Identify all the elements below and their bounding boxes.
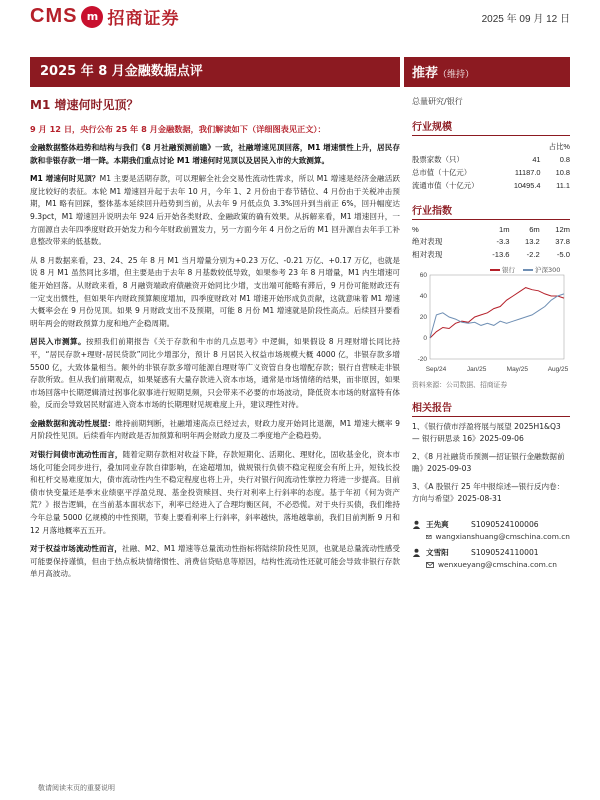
- x-tick-label: Jan/25: [466, 366, 487, 373]
- row-label: 绝对表现: [412, 237, 443, 246]
- report-body: [30, 142, 400, 587]
- rating-qualifier: （维持）: [438, 70, 475, 80]
- perf-col-header: %: [412, 225, 419, 234]
- person-icon: [412, 520, 421, 529]
- industry-path: 总量研究/银行: [412, 97, 463, 106]
- report-title-banner: 2025 年 8 月金融数据点评: [30, 57, 400, 87]
- table-row: [412, 235, 570, 248]
- analyst-email[interactable]: wenxueyang@cmschina.com.cn: [438, 560, 557, 569]
- y-tick-label: 0: [423, 335, 427, 342]
- y-tick-label: -20: [417, 356, 427, 363]
- paragraph-lead: 对于权益市场流动性而言，: [30, 544, 122, 554]
- y-tick-label: 60: [419, 272, 427, 279]
- perf-col-header: 6m: [529, 225, 540, 234]
- row-value: 11187.0: [514, 168, 541, 177]
- paragraph-lead: 居民入市测算。: [30, 337, 86, 347]
- y-tick-label: 40: [419, 293, 427, 300]
- paragraph-text: 社融、M2、M1 增速等总量流动性指标将陆续阶段性见顶，也就是总量流动性感受可能要保持谨慎，但由于热点板块情绪惯性、消费信贷贴息等原因，结构性流动性还就可能会导致非银行存款单月高波动。: [30, 544, 400, 579]
- row-value: 13.2: [524, 237, 540, 246]
- logo-mark-icon: m: [81, 6, 103, 28]
- scale-section-title: 行业规模: [412, 118, 570, 136]
- paragraph-lead: 金融数据整体趋势和结构与我们《8 月社融预测前瞻》一致，社融增速见顶回落，M1 增速惯性上升，居民存款和非银存款一增一降。本期我们重点讨论 M1 增速何时见顶以及居民入市的大致测算。: [30, 143, 400, 165]
- analyst-row: [412, 547, 570, 558]
- analyst-block: [412, 519, 570, 569]
- rating-banner: [404, 57, 570, 87]
- related-reports: [412, 399, 570, 505]
- rating-label: 推荐: [412, 66, 439, 81]
- analyst-name: 王先爽: [426, 520, 449, 529]
- scale-header-row: [412, 140, 570, 153]
- legend-label: 银行: [502, 266, 515, 274]
- paragraph-household: [30, 336, 400, 412]
- chart-legend: [490, 265, 560, 274]
- row-label: 流通市值（十亿元）: [412, 181, 479, 190]
- person-icon: [412, 548, 421, 557]
- analyst-email-row: [412, 532, 570, 541]
- paragraph-lead: M1 增速何时见顶？: [30, 174, 100, 184]
- row-value: -13.6: [492, 250, 510, 259]
- report-date: 2025 年 09 月 12 日: [481, 14, 570, 25]
- legend-hs300: [523, 265, 560, 274]
- paragraph-lead: 对银行间债市流动性而言，: [30, 450, 123, 460]
- table-row: [412, 248, 570, 261]
- analyst-email-row: [412, 560, 570, 569]
- mail-icon: [426, 534, 432, 540]
- related-report-link[interactable]: 2、《8 月社融货币预测—招证银行金融数据前瞻》2025-09-03: [412, 452, 565, 473]
- related-report-link[interactable]: 1、《银行债市浮盈将展与展望 2025H1&Q3 — 银行研思录 16》2025-09-06: [412, 422, 561, 443]
- perf-col-header: 1m: [498, 225, 510, 234]
- paragraph-summary: [30, 142, 400, 167]
- page-footer: 敬请阅读末页的重要说明: [38, 784, 115, 792]
- performance-table: [412, 224, 570, 261]
- paragraph-text: 随着定期存款相对收益下降，存款短期化、活期化、理财化，固收基金化，资本市场化可能会同步进行，叠加同业存款自律影响，在途超增加，做规银行负债不稳定程度会有所上升，短钱长投和杠杆交易难度加大，债市流动性内生不稳定程度也将上升，央行对银行间流动性掌控力将进一步提高。目前债市快变量还是季末业绩驱平浮盈兑现、基金投资赎回、央行对利率上行斜率的态度。基于年初《何为资产荒？》报告逻辑，在当前基本面状态下，利率已经进入了合理均衡区间，不必恐慌。对于央行买债，我们维持今年总量 5000 亿规模的中性预期，节奏上要看利率上行斜率，斜率越快，落地越靠前，我们目前判断 9 月和 12 月落地概率五五开。: [30, 450, 400, 535]
- legend-swatch: [490, 269, 500, 271]
- related-section-title: 相关报告: [412, 399, 570, 417]
- report-intro: 9 月 12 日，央行公布 25 年 8 月金融数据，我们解读如下（详细图表见正文）：: [30, 124, 326, 134]
- x-tick-label: Sep/24: [425, 366, 447, 373]
- top-bar: [0, 0, 600, 36]
- x-tick-label: May/25: [506, 366, 528, 373]
- legend-label: 沪深300: [535, 266, 561, 274]
- row-label: 股票家数（只）: [412, 155, 464, 164]
- logo-text-en: CMS: [30, 5, 78, 27]
- chart-source: 资料来源：公司数据、招商证券: [412, 381, 508, 389]
- row-value: 41: [532, 155, 541, 164]
- perf-col-header: 12m: [555, 225, 570, 234]
- analyst-row: [412, 519, 570, 530]
- row-label: 总市值（十亿元）: [412, 168, 472, 177]
- chart-plot: [412, 263, 570, 375]
- logo-text-cn: 招商证券: [107, 9, 180, 29]
- report-subtitle: M1 增速何时见顶？: [30, 98, 139, 112]
- row-value: 37.8: [555, 237, 570, 246]
- table-row: [412, 166, 570, 179]
- paragraph-bond: [30, 449, 400, 537]
- analyst-email[interactable]: wangxianshuang@cmschina.com.cn: [435, 532, 570, 541]
- company-logo: [30, 4, 179, 29]
- analyst-name: 文雪阳: [426, 548, 449, 557]
- performance-section-title: 行业指数: [412, 202, 570, 220]
- y-tick-label: 20: [419, 314, 427, 321]
- paragraph-august: [30, 255, 400, 331]
- sidebar: [412, 118, 570, 569]
- paragraph-text: 从 8 月数据来看，23、24、25 年 8 月 M1 当月增量分别为+0.23 万亿、-0.21 万亿、+0.17 万亿，也就是说 8 月 M1 虽然同比多增，但主要是由于去年 8 月基数较低导致，如果参考 23 年 8 月增量，M1 内生增速可能开始回落。从财政来看，8 月融资端政府债融资开始同比少增，支出端可能略有滞后，9 月份可能财政还有一定支出惯性，但如果年内财政预算额度增加，四季度财政对 M1 增速开始形成负贡献，这就意味着 M1 增速大概率会在 9 月份见顶。如果 9 月财政支出不及预期，可能 8 月份 M1 增速就是阶段性高点。后续回升要看明年两会的财政预算力度和地产企稳周期。: [30, 255, 400, 328]
- paragraph-outlook: [30, 418, 400, 443]
- table-row: [412, 153, 570, 166]
- x-tick-label: Aug/25: [547, 366, 569, 373]
- related-report-link[interactable]: 3、《A 股银行 25 年中报综述—银行反内卷：方向与希望》2025-08-31: [412, 482, 565, 503]
- legend-bank: [490, 265, 515, 274]
- analyst-cert: S1090524100006: [471, 520, 539, 529]
- row-pct: 10.8: [555, 168, 570, 177]
- paragraph-lead: 金融数据和流动性展望：: [30, 418, 116, 428]
- table-row: [412, 179, 570, 192]
- row-pct: 11.1: [556, 181, 570, 190]
- legend-swatch: [523, 269, 533, 271]
- series-line-hs300: [430, 294, 564, 338]
- analyst-cert: S1090524110001: [471, 548, 539, 557]
- row-value: -3.3: [496, 237, 510, 246]
- paragraph-equity: [30, 543, 400, 581]
- row-label: 相对表现: [412, 250, 443, 259]
- scale-header-pct: 占比%: [548, 142, 570, 151]
- paragraph-m1: [30, 173, 400, 249]
- paragraph-text: 维持前期判断，社融增速高点已经过去，财政力度开始同比退潮，M1 增速大概率 9 月阶段性见顶。后续看年内财政是否加预算和明年两会财政力度及二季度地产企稳趋势。: [30, 418, 401, 441]
- row-value: -5.0: [556, 250, 570, 259]
- paragraph-text: M1 主要是活期存款，可以理解全社会交易性流动性需求，所以 M1 增速是经济金融活跃度比较好的表征。本轮 M1 增速回升起于去年 10 月，今年 1、2 月份由于春节错位、4 月份由于关税冲击预期，M1 略有回踩，整体基本延续回升趋势到当前，从去年 9 月低点负 3.3%回升到当前正 6%，回升幅度达 9.3pct，M1 增速回升说明去年 924 后开始各类财政、金融政策的确有效果。从拆解来看，M1 增速回升，一方面源自去年四季度财政开始发力和今年财政前置发力，另一方面今年 4 月份之后的 M1 回升源自去年手工补息整改带来的低基数。: [30, 174, 400, 247]
- scale-table: [412, 140, 570, 192]
- row-value: -2.2: [526, 250, 540, 259]
- perf-header-row: [412, 224, 570, 235]
- series-line-bank: [430, 288, 564, 338]
- index-chart: [412, 263, 570, 377]
- row-value: 10495.4: [513, 181, 541, 190]
- mail-icon: [426, 562, 434, 568]
- row-pct: 0.8: [559, 155, 570, 164]
- paragraph-text: 按照我们前期报告《关于存款和牛市的几点思考》中逻辑，如果假设 8 月理财增长同比持平，“居民存款+理财-居民贷款”同比少增部分，预计 8 月居民入权益市场规模大概 4000 亿，非银存款多增 5500 亿，大致体量相当。额外的非银存款多增可能源自理财等广义资管自身也增配存款；银行自营赎走非银存款所致。但从我们前期观点，如果疑惑有大量存款进入资本市场，通常是市场情绪的结果，而非原因，如果市场回落中长期逻辑清过拐事化叙事进行短期見频，只会带来不必要的市场波动，降低资本市场的财富特有体验，反而会导致居民财富进入资本市场的长期理财见规难度上升，建议理性对待。: [30, 337, 401, 410]
